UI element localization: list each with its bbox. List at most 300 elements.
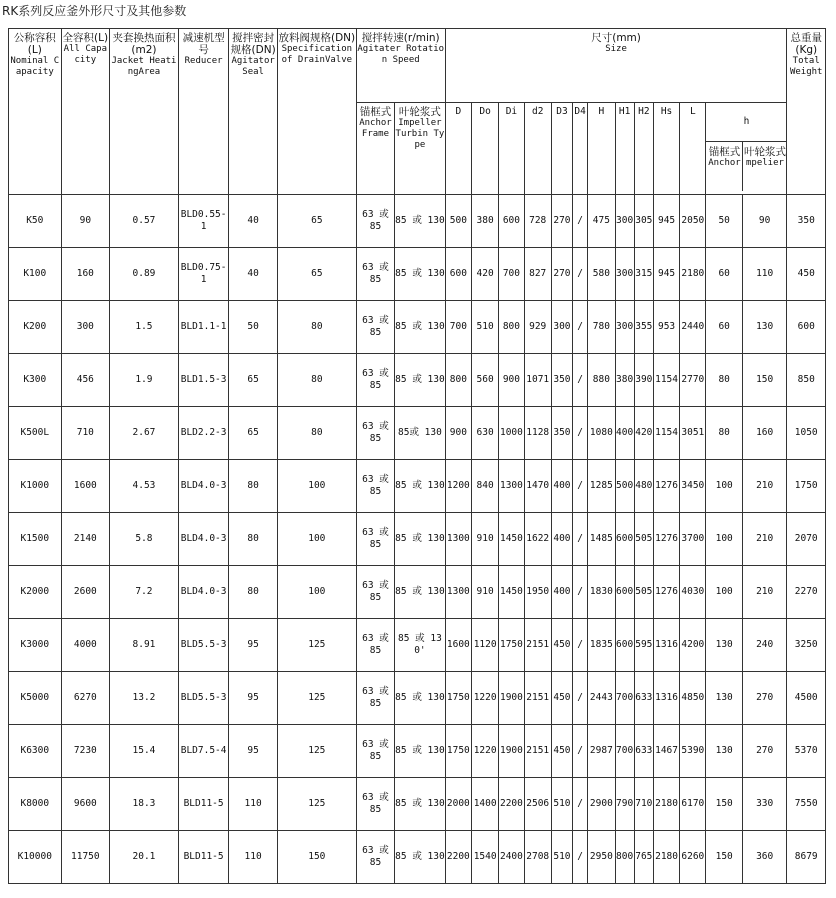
table-cell: 110 bbox=[229, 778, 278, 831]
table-row bbox=[9, 831, 826, 884]
table-cell: 633 bbox=[634, 725, 653, 778]
table-cell: 160 bbox=[742, 407, 787, 460]
table-cell: 270 bbox=[742, 672, 787, 725]
page-title: RK系列反应釜外形尺寸及其他参数 bbox=[2, 4, 187, 18]
table-cell: 630 bbox=[471, 407, 498, 460]
table-cell: 600 bbox=[445, 248, 471, 301]
table-cell: 1200 bbox=[445, 460, 471, 513]
table-cell: / bbox=[573, 778, 588, 831]
spec-table bbox=[8, 28, 826, 884]
table-cell: 65 bbox=[277, 195, 356, 248]
table-cell: 300 bbox=[61, 301, 110, 354]
table-cell: 1950 bbox=[524, 566, 551, 619]
table-cell: / bbox=[573, 831, 588, 884]
table-cell: 390 bbox=[634, 354, 653, 407]
table-cell: 85 或 130 bbox=[395, 778, 446, 831]
header-dim-H: H bbox=[588, 103, 615, 195]
table-cell: 7550 bbox=[787, 778, 826, 831]
table-cell: 500 bbox=[615, 460, 634, 513]
table-cell: 210 bbox=[742, 566, 787, 619]
table-cell: 1300 bbox=[445, 566, 471, 619]
table-cell: / bbox=[573, 407, 588, 460]
table-cell: 63 或 85 bbox=[356, 566, 394, 619]
table-cell: 85 或 130 bbox=[395, 248, 446, 301]
table-cell: 3051 bbox=[680, 407, 706, 460]
table-cell: 15.4 bbox=[110, 725, 179, 778]
table-cell: 4.53 bbox=[110, 460, 179, 513]
table-cell: 400 bbox=[551, 513, 572, 566]
table-cell: 3250 bbox=[787, 619, 826, 672]
table-cell: 350 bbox=[551, 354, 572, 407]
table-row bbox=[9, 778, 826, 831]
table-cell: 130 bbox=[706, 725, 742, 778]
table-row bbox=[9, 513, 826, 566]
table-cell: 20.1 bbox=[110, 831, 179, 884]
table-cell: 929 bbox=[524, 301, 551, 354]
table-cell: 1900 bbox=[499, 725, 524, 778]
table-cell: 85 或 130' bbox=[395, 619, 446, 672]
table-cell: BLD2.2-3 bbox=[178, 407, 229, 460]
table-cell: 2151 bbox=[524, 619, 551, 672]
table-cell: 1316 bbox=[653, 672, 679, 725]
table-cell: 2270 bbox=[787, 566, 826, 619]
table-cell: BLD11-5 bbox=[178, 778, 229, 831]
table-cell: 63 或 85 bbox=[356, 301, 394, 354]
table-cell: 450 bbox=[551, 672, 572, 725]
table-cell: K1000 bbox=[9, 460, 62, 513]
table-cell: 100 bbox=[706, 460, 742, 513]
table-cell: 4500 bbox=[787, 672, 826, 725]
table-cell: 420 bbox=[471, 248, 498, 301]
table-cell: 450 bbox=[551, 725, 572, 778]
table-cell: 355 bbox=[634, 301, 653, 354]
table-cell: 2987 bbox=[588, 725, 615, 778]
table-cell: 63 或 85 bbox=[356, 831, 394, 884]
table-cell: K8000 bbox=[9, 778, 62, 831]
table-cell: 1050 bbox=[787, 407, 826, 460]
header-h-anchor: 锚框式 Anchor bbox=[706, 142, 743, 191]
table-cell: K10000 bbox=[9, 831, 62, 884]
table-cell: 130 bbox=[742, 301, 787, 354]
table-cell: 633 bbox=[634, 672, 653, 725]
table-cell: 380 bbox=[471, 195, 498, 248]
table-cell: 500 bbox=[445, 195, 471, 248]
table-cell: 8679 bbox=[787, 831, 826, 884]
table-row bbox=[9, 301, 826, 354]
table-cell: 4200 bbox=[680, 619, 706, 672]
header-dim-H1: H1 bbox=[615, 103, 634, 195]
header-dim-D4: D4 bbox=[573, 103, 588, 195]
table-cell: K100 bbox=[9, 248, 62, 301]
table-cell: 2151 bbox=[524, 725, 551, 778]
header-agitator-seal: 搅拌密封规格(DN) Agitator Seal bbox=[229, 29, 278, 195]
table-cell: 130 bbox=[706, 672, 742, 725]
table-cell: 400 bbox=[551, 460, 572, 513]
table-cell: 210 bbox=[742, 460, 787, 513]
table-cell: 2708 bbox=[524, 831, 551, 884]
table-cell: 63 或 85 bbox=[356, 407, 394, 460]
table-cell: 270 bbox=[551, 248, 572, 301]
table-cell: BLD7.5-4 bbox=[178, 725, 229, 778]
table-cell: 65 bbox=[277, 248, 356, 301]
table-row bbox=[9, 407, 826, 460]
header-dim-Do: Do bbox=[471, 103, 498, 195]
table-cell: 85 或 130 bbox=[395, 354, 446, 407]
table-cell: 505 bbox=[634, 566, 653, 619]
table-cell: K6300 bbox=[9, 725, 62, 778]
table-cell: / bbox=[573, 725, 588, 778]
table-cell: 90 bbox=[742, 195, 787, 248]
table-cell: 710 bbox=[61, 407, 110, 460]
table-cell: 6170 bbox=[680, 778, 706, 831]
table-cell: 2050 bbox=[680, 195, 706, 248]
table-row bbox=[9, 672, 826, 725]
table-cell: 380 bbox=[615, 354, 634, 407]
table-cell: 13.2 bbox=[110, 672, 179, 725]
table-cell: 210 bbox=[742, 513, 787, 566]
table-cell: 60 bbox=[706, 248, 742, 301]
header-dim-Di: Di bbox=[499, 103, 524, 195]
table-cell: 1080 bbox=[588, 407, 615, 460]
table-cell: BLD0.55-1 bbox=[178, 195, 229, 248]
table-cell: 1300 bbox=[499, 460, 524, 513]
table-cell: 580 bbox=[588, 248, 615, 301]
table-cell: 4030 bbox=[680, 566, 706, 619]
table-cell: 3450 bbox=[680, 460, 706, 513]
table-cell: BLD0.75-1 bbox=[178, 248, 229, 301]
table-row bbox=[9, 248, 826, 301]
table-cell: 2180 bbox=[653, 831, 679, 884]
header-dim-H2: H2 bbox=[634, 103, 653, 195]
table-cell: 150 bbox=[706, 831, 742, 884]
table-cell: 85或 130 bbox=[395, 407, 446, 460]
table-cell: 63 或 85 bbox=[356, 619, 394, 672]
table-cell: 700 bbox=[615, 725, 634, 778]
table-cell: 125 bbox=[277, 672, 356, 725]
table-cell: 2.67 bbox=[110, 407, 179, 460]
table-cell: 11750 bbox=[61, 831, 110, 884]
header-h: h bbox=[706, 103, 786, 142]
table-cell: 85 或 130 bbox=[395, 831, 446, 884]
table-cell: 80 bbox=[229, 566, 278, 619]
table-cell: BLD5.5-3 bbox=[178, 619, 229, 672]
header-jacket-area: 夹套换热面积(m2) Jacket HeatingArea bbox=[110, 29, 179, 195]
table-cell: 1154 bbox=[653, 407, 679, 460]
table-row bbox=[9, 354, 826, 407]
table-cell: / bbox=[573, 354, 588, 407]
table-cell: 50 bbox=[229, 301, 278, 354]
table-cell: 100 bbox=[706, 566, 742, 619]
table-cell: 2070 bbox=[787, 513, 826, 566]
table-cell: 765 bbox=[634, 831, 653, 884]
table-cell: 150 bbox=[706, 778, 742, 831]
table-cell: 2770 bbox=[680, 354, 706, 407]
table-cell: 80 bbox=[229, 513, 278, 566]
table-cell: 910 bbox=[471, 566, 498, 619]
table-cell: 63 或 85 bbox=[356, 195, 394, 248]
table-cell: BLD4.0-3 bbox=[178, 513, 229, 566]
table-cell: / bbox=[573, 195, 588, 248]
table-cell: 510 bbox=[471, 301, 498, 354]
table-cell: 6260 bbox=[680, 831, 706, 884]
table-cell: 80 bbox=[277, 354, 356, 407]
table-cell: 420 bbox=[634, 407, 653, 460]
table-cell: 1750 bbox=[499, 619, 524, 672]
table-cell: 1.9 bbox=[110, 354, 179, 407]
table-cell: 63 或 85 bbox=[356, 513, 394, 566]
table-cell: 90 bbox=[61, 195, 110, 248]
table-cell: 1276 bbox=[653, 566, 679, 619]
table-cell: 1750 bbox=[787, 460, 826, 513]
table-cell: 2140 bbox=[61, 513, 110, 566]
table-cell: 85 或 130 bbox=[395, 725, 446, 778]
table-cell: K1500 bbox=[9, 513, 62, 566]
table-cell: / bbox=[573, 301, 588, 354]
table-cell: 827 bbox=[524, 248, 551, 301]
table-cell: 85 或 130 bbox=[395, 566, 446, 619]
table-cell: 880 bbox=[588, 354, 615, 407]
header-h-group bbox=[706, 103, 787, 195]
table-cell: 2180 bbox=[680, 248, 706, 301]
table-cell: 350 bbox=[787, 195, 826, 248]
table-cell: 63 或 85 bbox=[356, 460, 394, 513]
table-cell: 475 bbox=[588, 195, 615, 248]
table-cell: K50 bbox=[9, 195, 62, 248]
table-cell: 505 bbox=[634, 513, 653, 566]
table-cell: 315 bbox=[634, 248, 653, 301]
table-cell: 60 bbox=[706, 301, 742, 354]
table-cell: / bbox=[573, 248, 588, 301]
table-cell: 63 或 85 bbox=[356, 778, 394, 831]
table-cell: 0.89 bbox=[110, 248, 179, 301]
table-cell: 2600 bbox=[61, 566, 110, 619]
table-cell: 125 bbox=[277, 619, 356, 672]
table-cell: 125 bbox=[277, 725, 356, 778]
table-cell: 80 bbox=[229, 460, 278, 513]
table-cell: 1830 bbox=[588, 566, 615, 619]
table-cell: 9600 bbox=[61, 778, 110, 831]
table-cell: 95 bbox=[229, 725, 278, 778]
table-cell: 2200 bbox=[499, 778, 524, 831]
table-cell: K300 bbox=[9, 354, 62, 407]
table-cell: 95 bbox=[229, 619, 278, 672]
table-cell: / bbox=[573, 513, 588, 566]
header-dim-D3: D3 bbox=[551, 103, 572, 195]
table-cell: 2400 bbox=[499, 831, 524, 884]
table-cell: 450 bbox=[551, 619, 572, 672]
table-cell: 4000 bbox=[61, 619, 110, 672]
header-capacity: 公称容积(L) Nominal Capacity bbox=[9, 29, 62, 195]
table-cell: BLD4.0-3 bbox=[178, 566, 229, 619]
table-cell: 600 bbox=[615, 619, 634, 672]
table-cell: 85 或 130 bbox=[395, 513, 446, 566]
table-cell: 85 或 130 bbox=[395, 195, 446, 248]
table-cell: 800 bbox=[499, 301, 524, 354]
table-cell: 110 bbox=[229, 831, 278, 884]
table-cell: 600 bbox=[787, 301, 826, 354]
table-cell: 1400 bbox=[471, 778, 498, 831]
table-cell: 1540 bbox=[471, 831, 498, 884]
table-cell: 700 bbox=[615, 672, 634, 725]
table-cell: 1316 bbox=[653, 619, 679, 672]
table-cell: 1276 bbox=[653, 513, 679, 566]
table-cell: 1.5 bbox=[110, 301, 179, 354]
header-drain-valve: 放料阀规格(DN) Specification of DrainValve bbox=[277, 29, 356, 195]
table-cell: 63 或 85 bbox=[356, 672, 394, 725]
table-cell: 1750 bbox=[445, 725, 471, 778]
table-cell: 510 bbox=[551, 831, 572, 884]
table-cell: 1622 bbox=[524, 513, 551, 566]
table-cell: 0.57 bbox=[110, 195, 179, 248]
table-cell: 600 bbox=[615, 513, 634, 566]
table-cell: 700 bbox=[445, 301, 471, 354]
table-cell: 1220 bbox=[471, 672, 498, 725]
table-cell: 40 bbox=[229, 195, 278, 248]
table-cell: K3000 bbox=[9, 619, 62, 672]
table-cell: 330 bbox=[742, 778, 787, 831]
table-cell: 2151 bbox=[524, 672, 551, 725]
table-cell: 85 或 130 bbox=[395, 672, 446, 725]
table-cell: 2950 bbox=[588, 831, 615, 884]
table-cell: 1128 bbox=[524, 407, 551, 460]
table-cell: 510 bbox=[551, 778, 572, 831]
table-cell: 910 bbox=[471, 513, 498, 566]
header-rotation-speed: 搅拌转速(r/min) Agitater Rotation Speed bbox=[356, 29, 445, 103]
table-cell: BLD4.0-3 bbox=[178, 460, 229, 513]
table-cell: BLD11-5 bbox=[178, 831, 229, 884]
table-cell: 2900 bbox=[588, 778, 615, 831]
table-cell: 125 bbox=[277, 778, 356, 831]
header-dim-d2: d2 bbox=[524, 103, 551, 195]
table-cell: K500L bbox=[9, 407, 62, 460]
table-cell: 63 或 85 bbox=[356, 248, 394, 301]
table-cell: 1220 bbox=[471, 725, 498, 778]
table-cell: 3700 bbox=[680, 513, 706, 566]
table-cell: 110 bbox=[742, 248, 787, 301]
table-cell: 1900 bbox=[499, 672, 524, 725]
table-cell: 840 bbox=[471, 460, 498, 513]
table-cell: 953 bbox=[653, 301, 679, 354]
table-cell: 150 bbox=[277, 831, 356, 884]
header-anchor-frame: 锚框式 Anchor Frame bbox=[356, 103, 394, 195]
table-cell: 50 bbox=[706, 195, 742, 248]
table-cell: 130 bbox=[706, 619, 742, 672]
table-cell: 595 bbox=[634, 619, 653, 672]
table-cell: 85 或 130 bbox=[395, 460, 446, 513]
table-cell: / bbox=[573, 566, 588, 619]
table-cell: 900 bbox=[499, 354, 524, 407]
table-cell: 2180 bbox=[653, 778, 679, 831]
table-cell: 480 bbox=[634, 460, 653, 513]
table-cell: 6270 bbox=[61, 672, 110, 725]
table-cell: 18.3 bbox=[110, 778, 179, 831]
table-cell: 80 bbox=[277, 407, 356, 460]
table-cell: 63 或 85 bbox=[356, 725, 394, 778]
table-cell: K5000 bbox=[9, 672, 62, 725]
table-cell: K2000 bbox=[9, 566, 62, 619]
table-cell: 7230 bbox=[61, 725, 110, 778]
table-cell: 1470 bbox=[524, 460, 551, 513]
table-cell: 2000 bbox=[445, 778, 471, 831]
table-cell: 300 bbox=[615, 195, 634, 248]
table-cell: 350 bbox=[551, 407, 572, 460]
header-dim-D: D bbox=[445, 103, 471, 195]
table-cell: 2443 bbox=[588, 672, 615, 725]
table-cell: 1485 bbox=[588, 513, 615, 566]
table-cell: 700 bbox=[499, 248, 524, 301]
table-cell: 1835 bbox=[588, 619, 615, 672]
header-dim-L: L bbox=[680, 103, 706, 195]
table-cell: 400 bbox=[551, 566, 572, 619]
table-cell: K200 bbox=[9, 301, 62, 354]
header-h-impeller: 叶轮浆式 mpelier bbox=[743, 146, 786, 168]
table-row bbox=[9, 619, 826, 672]
table-row bbox=[9, 195, 826, 248]
table-row bbox=[9, 725, 826, 778]
table-cell: 1071 bbox=[524, 354, 551, 407]
table-cell: BLD1.5-3 bbox=[178, 354, 229, 407]
table-cell: 1450 bbox=[499, 513, 524, 566]
table-cell: 100 bbox=[277, 513, 356, 566]
table-cell: 65 bbox=[229, 407, 278, 460]
header-reducer: 减速机型号 Reducer bbox=[178, 29, 229, 195]
table-cell: 63 或 85 bbox=[356, 354, 394, 407]
table-cell: 40 bbox=[229, 248, 278, 301]
table-cell: 80 bbox=[706, 354, 742, 407]
table-cell: 600 bbox=[615, 566, 634, 619]
table-cell: 560 bbox=[471, 354, 498, 407]
table-cell: 305 bbox=[634, 195, 653, 248]
table-cell: 95 bbox=[229, 672, 278, 725]
table-row bbox=[9, 460, 826, 513]
table-cell: 1300 bbox=[445, 513, 471, 566]
table-cell: 456 bbox=[61, 354, 110, 407]
table-cell: 2200 bbox=[445, 831, 471, 884]
table-cell: 850 bbox=[787, 354, 826, 407]
table-cell: 1285 bbox=[588, 460, 615, 513]
table-cell: 100 bbox=[706, 513, 742, 566]
table-cell: 300 bbox=[551, 301, 572, 354]
table-cell: 1120 bbox=[471, 619, 498, 672]
table-cell: 1450 bbox=[499, 566, 524, 619]
table-cell: BLD1.1-1 bbox=[178, 301, 229, 354]
table-cell: / bbox=[573, 672, 588, 725]
table-cell: 80 bbox=[277, 301, 356, 354]
header-impeller-type: 叶轮浆式 Impeller Turbin Type bbox=[395, 103, 446, 195]
spec-table-body bbox=[9, 195, 826, 884]
table-cell: 270 bbox=[742, 725, 787, 778]
table-cell: 790 bbox=[615, 778, 634, 831]
table-cell: / bbox=[573, 460, 588, 513]
table-cell: 65 bbox=[229, 354, 278, 407]
table-cell: 900 bbox=[445, 407, 471, 460]
table-cell: 600 bbox=[499, 195, 524, 248]
table-cell: 1000 bbox=[499, 407, 524, 460]
table-cell: 100 bbox=[277, 460, 356, 513]
header-size: 尺寸(mm) Size bbox=[445, 29, 787, 103]
table-cell: 2440 bbox=[680, 301, 706, 354]
header-dim-Hs: Hs bbox=[653, 103, 679, 195]
table-cell: 450 bbox=[787, 248, 826, 301]
table-cell: 1276 bbox=[653, 460, 679, 513]
table-cell: 400 bbox=[615, 407, 634, 460]
table-cell: 2506 bbox=[524, 778, 551, 831]
table-cell: 1600 bbox=[61, 460, 110, 513]
table-cell: BLD5.5-3 bbox=[178, 672, 229, 725]
table-cell: 100 bbox=[277, 566, 356, 619]
table-cell: 5.8 bbox=[110, 513, 179, 566]
table-cell: 85 或 130 bbox=[395, 301, 446, 354]
